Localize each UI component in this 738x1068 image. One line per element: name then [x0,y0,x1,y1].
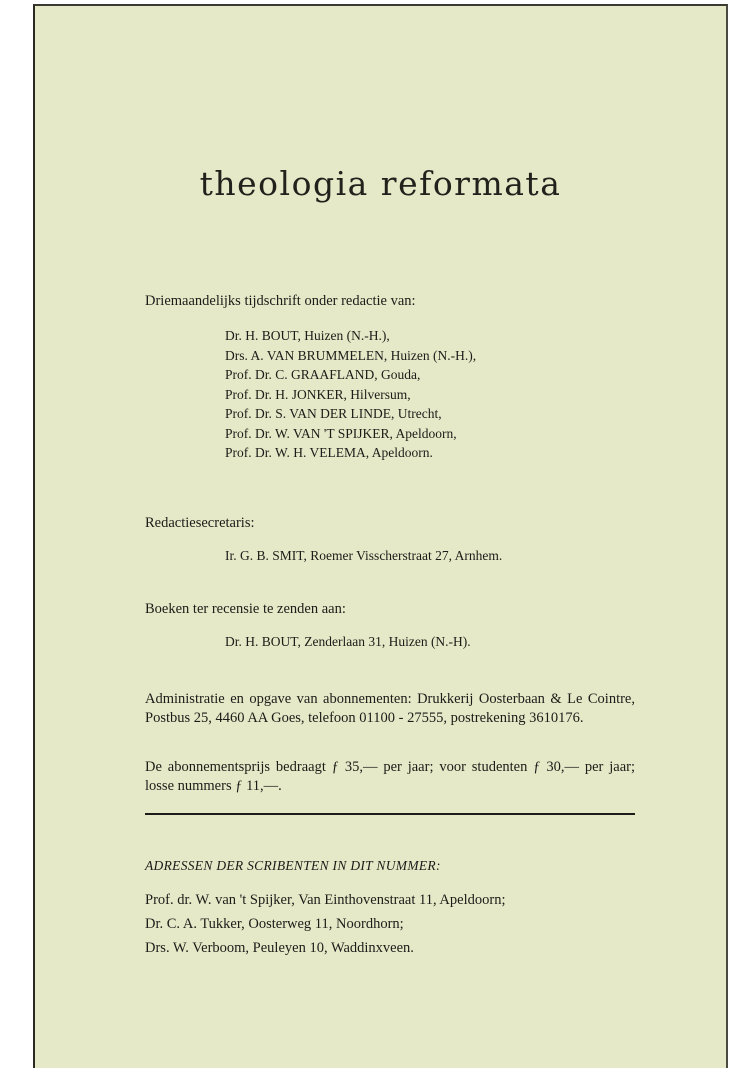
reviews-heading: Boeken ter recensie te zenden aan: [145,601,346,617]
editor-entry: Prof. Dr. S. VAN DER LINDE, Utrecht, [225,406,442,421]
author-entry: Drs. W. Verboom, Peuleyen 10, Waddinxveen. [145,940,414,956]
author-entry: Prof. dr. W. van 't Spijker, Van Einthovenstraat 11, Apeldoorn; [145,892,506,908]
subscription-text: De abonnementsprijs bedraagt ƒ 35,— per jaar; voor studenten ƒ 30,— per jaar; losse nummers ƒ 11,—. [145,759,635,794]
editorial-heading: Driemaandelijks tijdschrift onder redactie van: [145,293,416,309]
authors-heading: ADRESSEN DER SCRIBENTEN IN DIT NUMMER: [145,858,441,873]
editor-entry: Prof. Dr. W. H. VELEMA, Apeldoorn. [225,445,433,460]
editor-entry: Prof. Dr. W. VAN 'T SPIJKER, Apeldoorn, [225,425,457,441]
editor-entry: Dr. H. BOUT, Huizen (N.-H.), [225,328,390,343]
editor-entry: Drs. A. VAN BRUMMELEN, Huizen (N.-H.), [225,347,477,363]
journal-title: theologia reformata [199,164,562,203]
secretary-entry: Ir. G. B. SMIT, Roemer Visscherstraat 27, Arnhem. [225,548,503,563]
editor-entry: Prof. Dr. C. GRAAFLAND, Gouda, [225,367,421,382]
editor-entry: Prof. Dr. H. JONKER, Hilversum, [225,386,411,402]
journal-page [33,4,728,1068]
authors-list [145,888,505,960]
divider-rule [145,813,635,815]
secretary-heading: Redactiesecretaris: [145,515,255,531]
editorial-board-list [225,326,476,463]
reviews-entry: Dr. H. BOUT, Zenderlaan 31, Huizen (N.-H). [225,634,471,649]
administration-text: Administratie en opgave van abonnementen: Drukkerij Oosterbaan & Le Cointre, Postbus 25, 4460 AA Goes, telefoon 01100 - 27555, postrekening 3610176. [145,691,635,726]
author-entry: Dr. C. A. Tukker, Oosterweg 11, Noordhorn; [145,916,404,932]
